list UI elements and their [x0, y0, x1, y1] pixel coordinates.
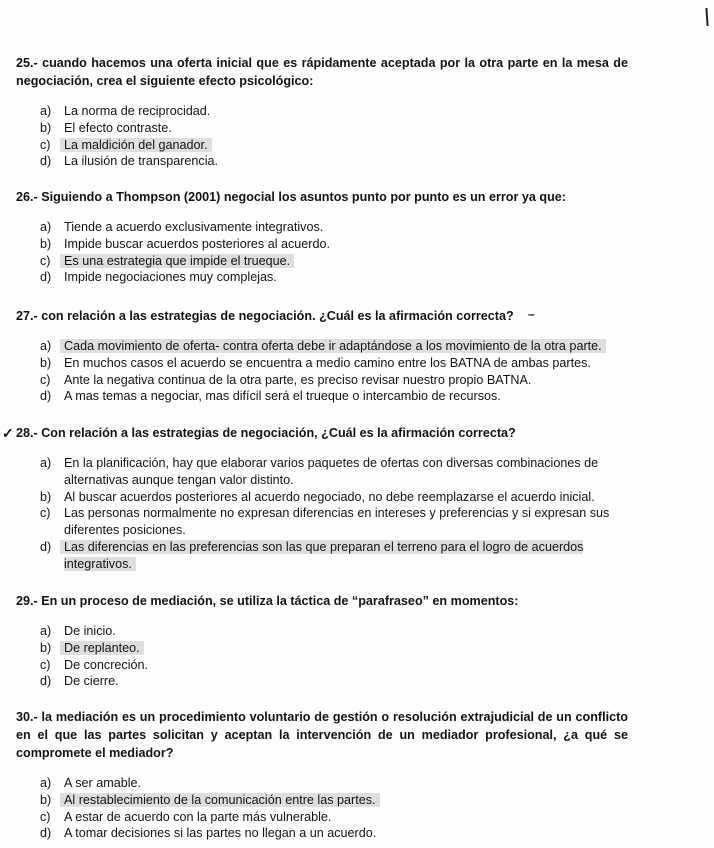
options-list	[16, 623, 628, 690]
option-letter: c)	[40, 372, 51, 387]
option-text-wrap	[64, 825, 628, 842]
answer-option	[16, 236, 628, 253]
option-text: A estar de acuerdo con la parte más vulnerable.	[64, 809, 332, 824]
option-letter: b)	[40, 120, 52, 135]
option-text-wrap	[64, 355, 628, 372]
option-letter: c)	[40, 253, 51, 268]
pen-dash-mark: –	[528, 307, 535, 321]
option-text-wrap	[64, 505, 628, 539]
answer-option	[16, 120, 628, 137]
option-letter: b)	[40, 489, 52, 504]
question-title: 29.- En un proceso de mediación, se utiliza la táctica de “parafraseo” en momentos:	[16, 594, 519, 608]
option-text-wrap	[64, 120, 628, 137]
option-letter: d)	[40, 826, 52, 841]
option-text-wrap	[64, 153, 628, 170]
option-letter: b)	[40, 236, 52, 251]
option-letter: a)	[40, 776, 52, 790]
option-text-wrap	[64, 623, 628, 640]
option-text-wrap	[64, 775, 628, 792]
answer-option	[16, 338, 628, 355]
answer-option	[16, 388, 628, 405]
checkmark-icon: ✓	[2, 425, 14, 441]
option-letter: b)	[40, 640, 52, 655]
option-text-wrap	[64, 489, 628, 506]
option-text-wrap	[64, 253, 628, 270]
question-title: 26.- Siguiendo a Thompson (2001) negocial los asuntos punto por punto es un error ya que:	[16, 190, 566, 204]
options-list	[16, 338, 628, 405]
options-list	[16, 455, 628, 573]
answer-option	[16, 269, 628, 286]
question-30	[16, 708, 628, 842]
option-text: Ante la negativa continua de la otra parte, es preciso revisar nuestro propio BATNA.	[64, 372, 532, 387]
option-text: Al buscar acuerdos posteriores al acuerdo negociado, no debe reemplazarse el acuerdo inicial.	[64, 489, 595, 504]
question-27	[16, 307, 628, 405]
option-letter: c)	[40, 137, 51, 152]
option-letter: b)	[40, 792, 52, 807]
answer-option	[16, 153, 628, 170]
question-title: 27.- con relación a las estrategias de negociación. ¿Cuál es la afirmación correcta?	[16, 309, 514, 323]
option-text: Es una estrategia que impide el trueque.	[64, 253, 291, 268]
option-letter: a)	[40, 456, 52, 470]
option-text: A tomar decisiones si las partes no llegan a un acuerdo.	[64, 826, 377, 841]
option-letter: b)	[40, 355, 52, 370]
option-text-wrap	[64, 539, 628, 573]
options-list	[16, 103, 628, 170]
answer-option	[16, 623, 628, 640]
option-text-wrap	[64, 388, 628, 405]
option-text-wrap	[64, 236, 628, 253]
option-text-wrap	[64, 455, 628, 489]
option-text: Impide buscar acuerdos posteriores al acuerdo.	[64, 236, 331, 251]
option-text: La ilusión de transparencia.	[64, 154, 219, 169]
answer-option	[16, 539, 628, 573]
answer-option	[16, 775, 628, 792]
option-text: A mas temas a negociar, mas difícil será el trueque o intercambio de recursos.	[64, 389, 501, 404]
question-title: 30.- la mediación es un procedimiento voluntario de gestión o resolución extrajudicial de un conflicto en el que las partes solicitan y aceptan la intervención de un mediador profesional, ¿a qué se compromete el mediador?	[16, 710, 628, 760]
answer-option	[16, 640, 628, 657]
option-text: La maldición del ganador.	[64, 137, 208, 152]
option-text: Cada movimiento de oferta- contra oferta debe ir adaptándose a los movimiento de la otra parte.	[64, 339, 602, 353]
option-letter: c)	[40, 657, 51, 672]
option-letter: a)	[40, 220, 52, 234]
option-text: De replanteo.	[64, 640, 140, 655]
answer-option	[16, 137, 628, 154]
option-letter: c)	[40, 506, 51, 521]
option-text-wrap	[64, 657, 628, 674]
answer-option	[16, 103, 628, 120]
answer-option	[16, 455, 628, 489]
option-text: En muchos casos el acuerdo se encuentra a medio camino entre los BATNA de ambas partes.	[64, 355, 591, 370]
option-text: Impide negociaciones muy complejas.	[64, 270, 277, 285]
pen-mark	[705, 8, 708, 26]
question-25	[16, 54, 628, 170]
option-letter: a)	[40, 104, 52, 118]
option-text: Tiende a acuerdo exclusivamente integrativos.	[64, 220, 324, 234]
answer-option	[16, 809, 628, 826]
option-text: Las personas normalmente no expresan diferencias en intereses y preferencias y si expresan sus diferentes posiciones.	[64, 506, 610, 538]
answer-option	[16, 505, 628, 539]
question-28	[16, 424, 628, 573]
question-29	[16, 592, 628, 690]
question-title: 25.- cuando hacemos una oferta inicial que es rápidamente aceptada por la otra parte en la mesa de negociación, crea el siguiente efecto psicológico:	[16, 56, 628, 88]
option-letter: c)	[40, 809, 51, 824]
option-letter: d)	[40, 674, 52, 689]
answer-option	[16, 673, 628, 690]
answer-option	[16, 825, 628, 842]
answer-option	[16, 489, 628, 506]
option-text-wrap	[64, 792, 628, 809]
option-text-wrap	[64, 103, 628, 120]
options-list	[16, 219, 628, 286]
options-list	[16, 775, 628, 842]
answer-option	[16, 372, 628, 389]
option-letter: d)	[40, 154, 52, 169]
option-text: La norma de reciprocidad.	[64, 104, 211, 118]
option-letter: a)	[40, 624, 52, 638]
option-text-wrap	[64, 640, 628, 657]
option-letter: d)	[40, 270, 52, 285]
option-text: Las diferencias en las preferencias son las que preparan el terreno para el logro de acuerdos integrativos.	[64, 539, 584, 571]
option-text: De concreción.	[64, 657, 148, 672]
option-text-wrap	[64, 269, 628, 286]
option-letter: a)	[40, 339, 52, 353]
option-text-wrap	[64, 137, 628, 154]
question-title: 28.- Con relación a las estrategias de negociación, ¿Cuál es la afirmación correcta?	[16, 426, 516, 440]
answer-option	[16, 657, 628, 674]
option-text: Al restablecimiento de la comunicación entre las partes.	[64, 792, 376, 807]
option-text: A ser amable.	[64, 776, 142, 790]
option-text: El efecto contraste.	[64, 120, 172, 135]
option-text: En la planificación, hay que elaborar varios paquetes de ofertas con diversas combinaciones de alternativas aunque tengan valor distinto.	[64, 456, 599, 487]
answer-option	[16, 253, 628, 270]
answer-option	[16, 792, 628, 809]
option-text: De inicio.	[64, 624, 116, 638]
question-26	[16, 188, 628, 286]
option-letter: d)	[40, 539, 52, 554]
option-letter: d)	[40, 389, 52, 404]
option-text-wrap	[64, 673, 628, 690]
option-text-wrap	[64, 809, 628, 826]
option-text-wrap	[64, 219, 628, 236]
answer-option	[16, 355, 628, 372]
option-text-wrap	[64, 338, 628, 355]
option-text: De cierre.	[64, 674, 119, 689]
option-text-wrap	[64, 372, 628, 389]
answer-option	[16, 219, 628, 236]
